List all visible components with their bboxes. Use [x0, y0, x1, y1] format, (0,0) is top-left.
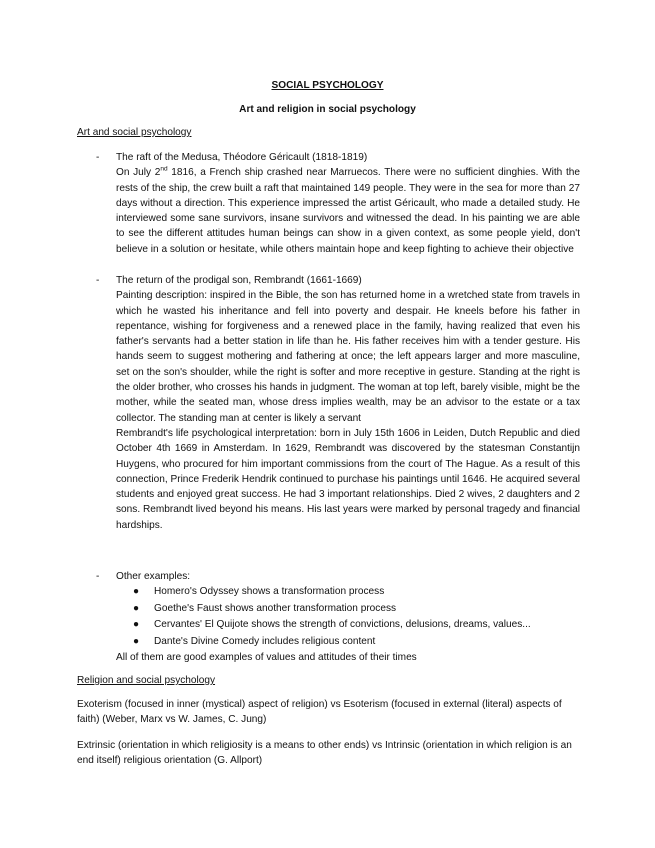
item-medusa-text-start: On July 2 — [116, 167, 161, 179]
document-subtitle: Art and religion in social psychology — [239, 104, 416, 115]
bullet-icon: ● — [133, 586, 140, 597]
list-item-text: Cervantes' El Quijote shows the strength of convictions, delusions, dreams, values... — [154, 619, 531, 630]
religion-paragraph-2: Extrinsic (orientation in which religiosity is a means to other ends) vs Intrinsic (orientation in which religion is an end itself) religious orientation (G. Allport) — [77, 740, 572, 767]
item-medusa-title: The raft of the Medusa, Théodore Géricault (1818-1819) — [116, 152, 368, 163]
list-dash: - — [96, 152, 100, 163]
document-title: SOCIAL PSYCHOLOGY — [271, 80, 384, 91]
list-item — [116, 584, 580, 601]
list-dash: - — [96, 275, 100, 286]
list-item — [116, 617, 580, 634]
examples-closing-text: All of them are good examples of values and attitudes of their times — [116, 652, 417, 663]
list-item-text: Homero's Odyssey shows a transformation process — [154, 586, 385, 597]
list-item-text: Goethe's Faust shows another transformation process — [154, 602, 397, 614]
item-medusa — [116, 150, 580, 257]
list-item — [116, 601, 580, 618]
examples-list — [116, 584, 580, 650]
bullet-icon: ● — [133, 602, 140, 614]
list-item — [116, 634, 580, 651]
section-heading-religion: Religion and social psychology — [77, 675, 216, 686]
item-other-examples-title: Other examples: — [116, 571, 191, 582]
ordinal-superscript: nd — [160, 165, 168, 173]
item-prodigal-description: Painting description: inspired in the Bible, the son has returned home in a wretched state from travels in which he wasted his inheritance and fell into poverty and despair. He kneels before his father in repentance, wishing for forgiveness and a renewed place in the family, having realized that even his father's servants had a better station in life than he. His father receives him with a tender gesture. His hands seem to suggest mothering and fathering at once; the left appears larger and more masculine, set on the son's shoulder, while the right is softer and more receptive in gesture. Standing at the right is the older brother, who crosses his hands in judgment. The woman at top left, barely visible, might be the mother, while the seated man, whose dress implies wealth, may be an advisor to the estate or a tax collector. The standing man at center is likely a servant — [116, 290, 580, 424]
item-prodigal-son — [116, 273, 580, 533]
list-dash: - — [96, 571, 100, 582]
item-medusa-text-rest: 1816, a French ship crashed near Marruecos. There were no sufficient dinghies. With the rests of the ship, the crew built a raft that maintained 149 people. They were in the sea for more than 27 days without a direction. This experience impressed the artist Géricault, who made a detailed study. He interviewed some sane survivors, insane survivors and witnessed the dead. In his painting we are able to see the different attitudes human beings can show in a given context, as some people yield, don't believe in a solution or hesitate, while others maintain hope and keep fighting to achieve their objective — [116, 167, 580, 255]
item-medusa-text — [116, 165, 580, 257]
religion-paragraph-1: Exoterism (focused in inner (mystical) aspect of religion) vs Esoterism (focused in external (literal) aspects of faith) (Weber, Marx vs W. James, C. Jung) — [77, 699, 562, 726]
item-prodigal-title: The return of the prodigal son, Rembrandt (1661-1669) — [116, 275, 362, 286]
bullet-icon: ● — [133, 619, 140, 630]
section-heading-art: Art and social psychology — [77, 127, 192, 138]
bullet-icon: ● — [133, 635, 140, 647]
list-item-text: Dante's Divine Comedy includes religious content — [154, 635, 376, 647]
item-prodigal-life: Rembrandt's life psychological interpretation: born in July 15th 1606 in Leiden, Dutch Republic and died October 4th 1669 in Amsterdam. In 1629, Rembrandt was discovered by the statesman Constantijn Huygens, who procured for him important commissions from the court of The Hague. As a result of this connection, Prince Frederik Hendrik continued to purchase his paintings until 1646. He acquired several students and enjoyed great success. He had 3 important relationships. Died 2 wives, 2 daughters and 2 sons. Rembrandt lived beyond his means. His last years were marked by personal tragedy and financial hardships. — [116, 427, 580, 531]
